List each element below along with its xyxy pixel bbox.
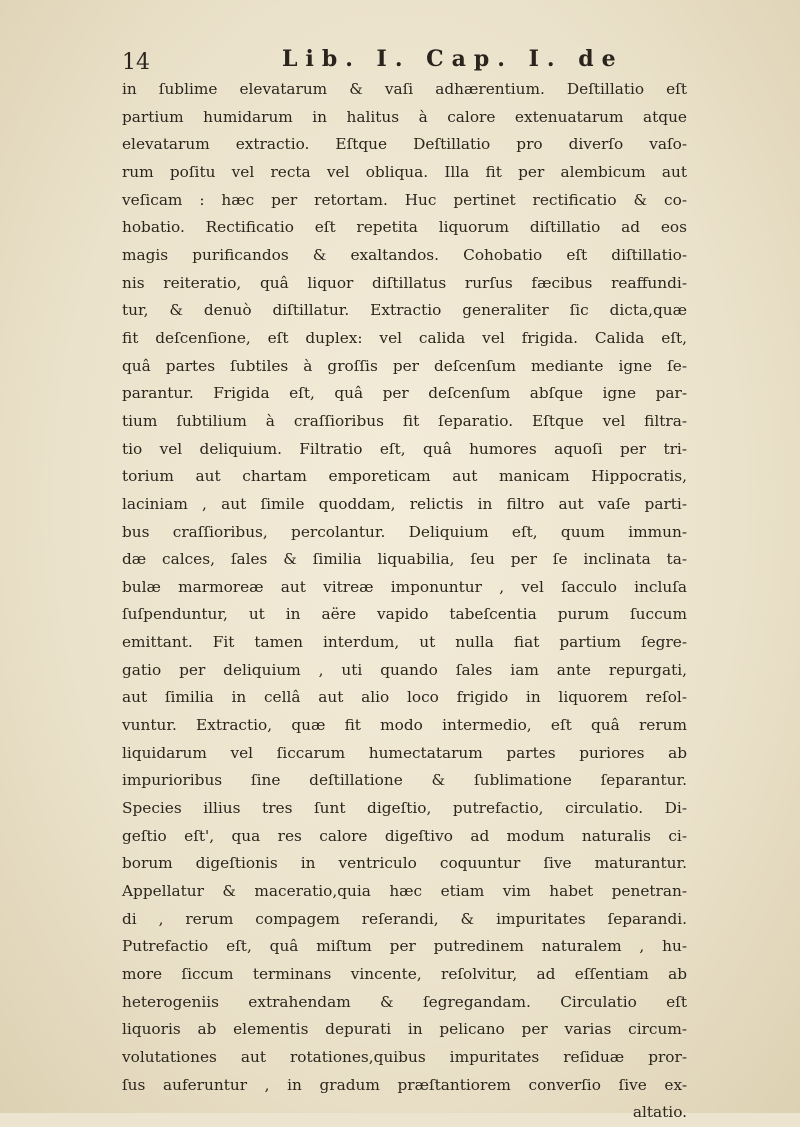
text-line: altatio. xyxy=(632,1103,687,1122)
text-line: Putrefactio eſt, quâ miſtum per putredinem naturalem , hu- xyxy=(122,937,687,956)
text-line: torium aut chartam emporeticam aut manicam Hippocratis, xyxy=(122,467,687,486)
text-line: Appellatur & maceratio,quia hæc etiam vim habet penetran- xyxy=(122,882,687,901)
text-line: laciniam , aut ſimile quoddam, relictis in filtro aut vaſe parti- xyxy=(122,494,687,513)
text-line: rum poſitu vel recta vel obliqua. Illa fit per alembicum aut xyxy=(122,162,687,181)
page-number: 14 xyxy=(122,50,150,75)
body-text xyxy=(122,76,687,1127)
text-line: tium ſubtilium à craſſioribus fit ſeparatio. Eſtque vel filtra- xyxy=(122,411,687,430)
text-line: veſicam : hæc per retortam. Huc pertinet rectificatio & co- xyxy=(122,190,687,209)
text-line: ſus auferuntur , in gradum præſtantiorem converſio ſive ex- xyxy=(122,1075,687,1094)
text-line: nis reiteratio, quâ liquor diſtillatus rurſus fæcibus reaffundi- xyxy=(122,273,687,292)
text-line: more ſiccum terminans vincente, reſolvitur, ad eſſentiam ab xyxy=(122,965,687,983)
text-line: magis purificandos & exaltandos. Cohobatio eſt diſtillatio- xyxy=(122,245,687,264)
text-line: parantur. Frigida eſt, quâ per deſcenſum abſque igne par- xyxy=(122,384,687,403)
text-line: Species illius tres ſunt digeſtio, putrefactio, circulatio. Di- xyxy=(122,799,687,818)
text-line: elevatarum extractio. Eſtque Deſtillatio pro diverſo vaſo- xyxy=(122,135,687,154)
text-line: aut ſimilia in cellâ aut alio loco frigido in liquorem reſol- xyxy=(122,688,687,707)
text-line: di , rerum compagem reſerandi, & impuritates ſeparandi. xyxy=(122,909,687,928)
text-line: liquoris ab elementis depurati in pelicano per varias circum- xyxy=(122,1020,687,1039)
text-line: dæ calces, ſales & ſimilia liquabilia, ſeu per ſe inclinata ta- xyxy=(122,550,687,569)
text-line: fit deſcenſione, eſt duplex: vel calida vel frigida. Calida eſt, xyxy=(122,328,687,347)
text-line: partium humidarum in halitus à calore extenuatarum atque xyxy=(122,107,687,126)
text-line: in ſublime elevatarum & vaſi adhærentium. Deſtillatio eſt xyxy=(122,80,687,98)
text-line: bus craſſioribus, percolantur. Deliquium eſt, quum immun- xyxy=(122,522,687,541)
text-line: emittant. Fit tamen interdum, ut nulla fiat partium ſegre- xyxy=(122,633,687,652)
text-line: bulæ marmoreæ aut vitreæ imponuntur , vel ſacculo incluſa xyxy=(122,577,687,596)
text-line: geſtio eſt', qua res calore digeſtivo ad modum naturalis ci- xyxy=(122,826,687,845)
text-line: hobatio. Rectificatio eſt repetita liquorum diſtillatio ad eos xyxy=(122,218,687,237)
running-head: Lib. I. Cap. I. de xyxy=(282,46,624,72)
text-line: liquidarum vel ſiccarum humectatarum partes puriores ab xyxy=(122,743,687,762)
text-line: heterogeniis extrahendam & ſegregandam. Circulatio eſt xyxy=(122,992,687,1011)
text-line: vuntur. Extractio, quæ fit modo intermedio, eſt quâ rerum xyxy=(122,716,687,735)
text-line: impurioribus ſine deſtillatione & ſublimatione ſeparantur. xyxy=(122,771,687,790)
text-line: volutationes aut rotationes,quibus impuritates reſiduæ pror- xyxy=(122,1047,687,1066)
text-line: tio vel deliquium. Filtratio eſt, quâ humores aquoſi per tri- xyxy=(122,439,687,458)
text-line: borum digeſtionis in ventriculo coquuntur ſive maturantur. xyxy=(122,854,687,873)
page-header xyxy=(122,46,682,74)
text-line: quâ partes ſubtiles à groſſis per deſcenſum mediante igne ſe- xyxy=(122,356,687,375)
text-line: gatio per deliquium , uti quando ſales iam ante repurgati, xyxy=(122,660,687,679)
text-line: tur, & denuò diſtillatur. Extractio generaliter ſic dicta,quæ xyxy=(122,301,687,320)
text-line: ſuſpenduntur, ut in aëre vapido tabeſcentia purum ſuccum xyxy=(122,605,687,624)
